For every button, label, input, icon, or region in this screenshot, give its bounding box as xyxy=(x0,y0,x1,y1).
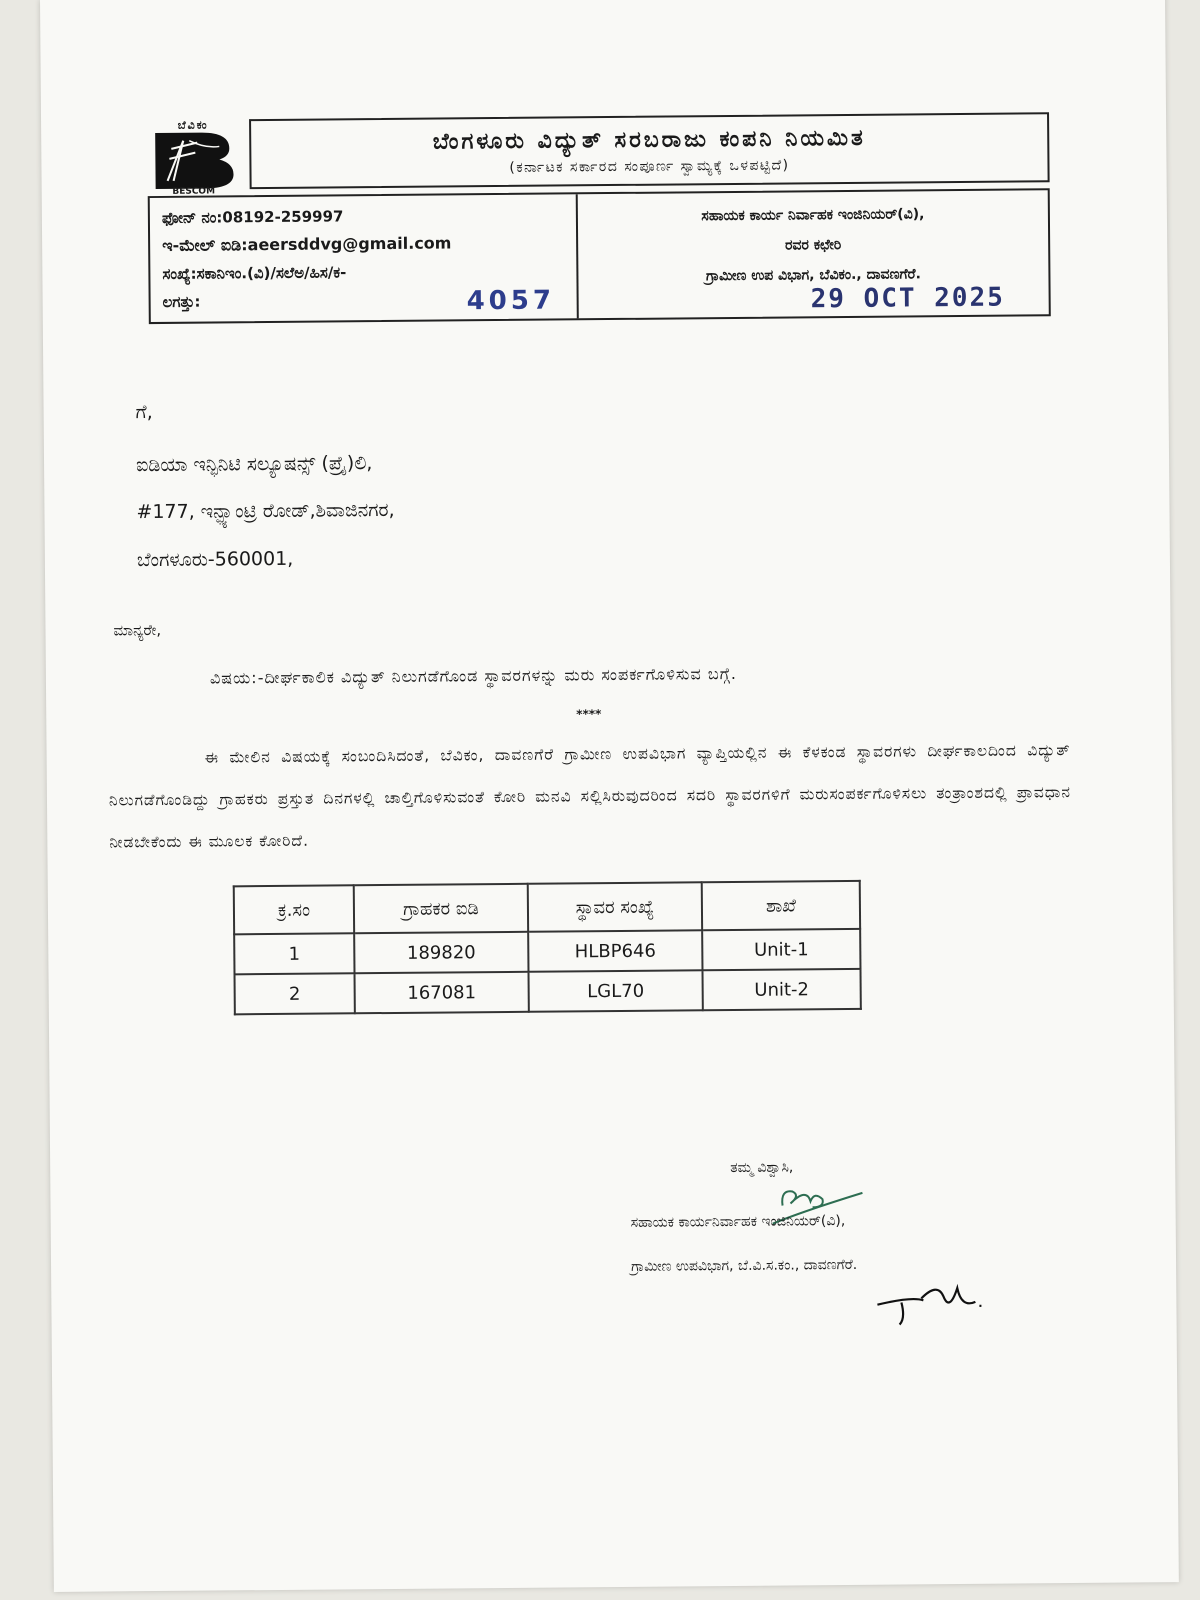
cell-installation-no: HLBP646 xyxy=(528,930,702,972)
contact-block xyxy=(150,194,579,322)
table-row xyxy=(234,929,860,974)
closing-office: ಗ್ರಾಮೀಣ ಉಪವಿಭಾಗ, ಬೆ.ವಿ.ಸ.ಕಂ., ದಾವಣಗೆರೆ. xyxy=(631,1256,858,1275)
header-installation-no: ಸ್ಥಾವರ ಸಂಖ್ಯೆ xyxy=(528,882,702,932)
closing-designation: ಸಹಾಯಕ ಕಾರ್ಯನಿರ್ವಾಹಕ ಇಂಜಿನಿಯರ್(ವಿ), xyxy=(630,1213,846,1231)
logo-top-text: ಬೆವಿಕಂ xyxy=(177,118,209,132)
table-header-row xyxy=(234,881,860,934)
cell-serial: 1 xyxy=(234,933,354,974)
cell-consumer-id: 189820 xyxy=(354,932,528,974)
company-name: ಬೆಂಗಳೂರು ವಿದ್ಯುತ್ ಸರಬರಾಜು ಕಂಪನಿ ನಿಯಮಿತ xyxy=(432,125,866,155)
email-address: ಇ-ಮೇಲ್ ಐಡಿ:aeersddvg@gmail.com xyxy=(162,233,452,255)
separator-stars: **** xyxy=(576,707,602,722)
table-row xyxy=(235,969,861,1014)
enclosure-label: ಲಗತ್ತು: xyxy=(162,292,201,311)
cell-serial: 2 xyxy=(235,973,355,1014)
recipient-street: #177, ಇನ್ಫ್ಯಾಂಟ್ರಿ ರೋಡ್,ಶಿವಾಜಿನಗರ, xyxy=(136,498,395,524)
letterhead-box xyxy=(249,112,1050,189)
recipient-city: ಬೆಂಗಳೂರು-560001, xyxy=(136,547,294,572)
office-designation: ಸಹಾಯಕ ಕಾರ್ಯ ನಿರ್ವಾಹಕ ಇಂಜಿನಿಯರ್(ವಿ), xyxy=(701,206,925,225)
header-consumer-id: ಗ್ರಾಹಕರ ಐಡಿ xyxy=(354,884,528,934)
installations-table xyxy=(233,880,862,1015)
cell-branch: Unit-2 xyxy=(702,969,860,1010)
header-serial: ಕ್ರ.ಸಂ xyxy=(234,885,354,934)
logo-bottom-text: BESCOM xyxy=(172,186,216,197)
cell-consumer-id: 167081 xyxy=(355,972,529,1014)
handwritten-ref-number: 4057 xyxy=(466,285,556,317)
cell-installation-no: LGL70 xyxy=(528,970,702,1012)
phone-number: ಫೋನ್ ನಂ:08192-259997 xyxy=(161,207,344,227)
header-branch: ಶಾಖೆ xyxy=(702,881,860,930)
recipient-name: ಐಡಿಯಾ ಇನ್ಫಿನಿಟಿ ಸಲ್ಯೂಷನ್ಸ್ (ಪ್ರೈ)ಲಿ, xyxy=(135,452,373,477)
bescom-logo xyxy=(149,118,238,197)
signature-black xyxy=(871,1278,991,1329)
closing-regards: ತಮ್ಮ ವಿಶ್ವಾಸಿ, xyxy=(730,1159,794,1177)
reference-line: ಸಂಖ್ಯೆ:ಸಕಾನಿಇಂ.(ವಿ)/ಸಲೆಅ/ಹಿಸ/ಕ- xyxy=(162,263,347,283)
subject-line: ವಿಷಯ:-ದೀರ್ಘಕಾಲಿಕ ವಿದ್ಯುತ್ ನಿಲುಗಡೆಗೊಂಡ ಸ್ಥಾವರಗಳನ್ನು ಮರು ಸಂಪರ್ಕಗೊಳಿಸುವ ಬಗ್ಗೆ. xyxy=(209,663,738,688)
recipient-to: ಗೆ, xyxy=(135,401,153,424)
info-box xyxy=(148,188,1051,324)
letter-body: ಈ ಮೇಲಿನ ವಿಷಯಕ್ಕೆ ಸಂಬಂದಿಸಿದಂತೆ, ಬೆವಿಕಂ, ದಾವಣಗೆರೆ ಗ್ರಾಮೀಣ ಉಪವಿಭಾಗ ವ್ಯಾಪ್ತಿಯಲ್ಲಿನ ಈ ಕೆಳಕಂಡ ಸ್ಥಾವರಗಳು ದೀರ್ಘಕಾಲದಿಂದ ವಿದ್ಯುತ್ ನಿಲುಗಡೆಗೊಂಡಿದ್ದು ಗ್ರಾಹಕರು ಪ್ರಸ್ತುತ ದಿನಗಳಲ್ಲಿ ಚಾಲ್ತಿಗೊಳಿಸುವಂತೆ ಕೋರಿ ಮನವಿ ಸಲ್ಲಿಸಿರುವುದರಿಂದ ಸದರಿ ಸ್ಥಾವರಗಳಿಗೆ ಮರುಸಂಪರ್ಕಗೊಳಿಸಲು ತಂತ್ರಾಂಶದಲ್ಲಿ ಪ್ರಾವಧಾನ ನೀಡಬೇಕೆಂದು ಈ ಮೂಲಕ ಕೋರಿದೆ. xyxy=(108,741,1072,852)
salutation: ಮಾನ್ಯರೇ, xyxy=(113,620,162,640)
date-stamp: 29 OCT 2025 xyxy=(810,282,1005,315)
office-location: ಗ್ರಾಮೀಣ ಉಪ ವಿಭಾಗ, ಬೆವಿಕಂ., ದಾವಣಗೆರೆ. xyxy=(705,266,921,285)
company-subtitle: (ಕರ್ನಾಟಕ ಸರ್ಕಾರದ ಸಂಪೂರ್ಣ ಸ್ವಾಮ್ಯಕ್ಕೆ ಒಳಪಟ್ಟಿದೆ) xyxy=(509,157,790,176)
cell-branch: Unit-1 xyxy=(702,929,860,970)
letter-page xyxy=(40,0,1179,1592)
office-name: ರವರ ಕಛೇರಿ xyxy=(785,237,842,254)
